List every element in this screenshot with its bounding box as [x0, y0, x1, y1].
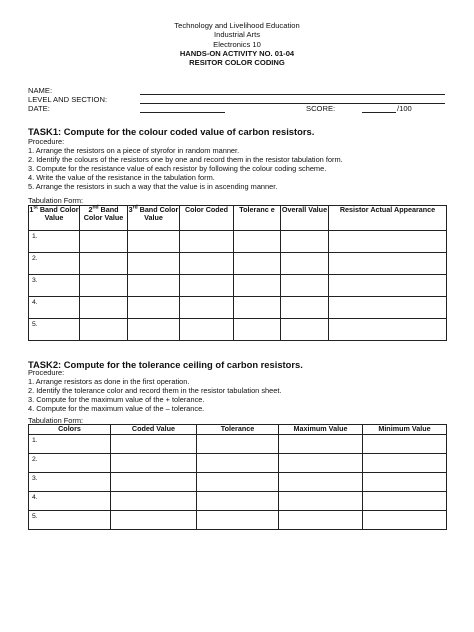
table-cell[interactable]	[279, 511, 363, 530]
table-cell[interactable]	[329, 319, 447, 341]
table-cell[interactable]	[363, 511, 447, 530]
table-cell[interactable]	[180, 297, 234, 319]
table-row	[29, 511, 447, 530]
task2-header-row	[29, 425, 447, 435]
task2-procedure-label: Procedure:	[28, 368, 65, 377]
task1-step: 3. Compute for the resistance value of each resistor by following the colour coding scheme.	[28, 163, 327, 173]
task2-tabulation-table	[28, 424, 447, 530]
table-cell[interactable]	[111, 435, 197, 454]
task1-step: 1. Arrange the resistors on a piece of styrofor in random manner.	[28, 145, 240, 155]
table-cell[interactable]	[197, 435, 279, 454]
table-row	[29, 319, 447, 341]
level-section-label: LEVEL AND SECTION:	[28, 95, 108, 104]
table-cell[interactable]	[180, 275, 234, 297]
column-header: 1st Band Color Value	[29, 206, 80, 231]
table-cell[interactable]	[329, 253, 447, 275]
row-number: 2.	[29, 253, 80, 275]
row-number: 5.	[29, 319, 80, 341]
row-number: 4.	[29, 492, 111, 511]
header-activity-number: HANDS-ON ACTIVITY NO. 01-04	[179, 48, 295, 58]
table-cell[interactable]	[234, 275, 281, 297]
table-cell[interactable]	[111, 473, 197, 492]
table-cell[interactable]	[279, 454, 363, 473]
row-number: 4.	[29, 297, 80, 319]
table-cell[interactable]	[111, 492, 197, 511]
document-header	[0, 21, 474, 67]
table-row	[29, 492, 447, 511]
table-row	[29, 473, 447, 492]
table-cell[interactable]	[281, 275, 329, 297]
task1-step: 5. Arrange the resistors in such a way that the value is in ascending manner.	[28, 181, 278, 191]
task1-step: 4. Write the value of the resistance in the tabulation form.	[28, 172, 215, 182]
date-field-line[interactable]	[140, 112, 225, 113]
table-cell[interactable]	[80, 275, 128, 297]
table-cell[interactable]	[128, 275, 180, 297]
table-cell[interactable]	[234, 253, 281, 275]
table-row	[29, 435, 447, 454]
table-row	[29, 454, 447, 473]
task1-title: TASK1: Compute for the colour coded value of carbon resistors.	[28, 126, 315, 137]
column-header: Overall Value	[281, 206, 329, 231]
column-header: Coded Value	[111, 425, 197, 435]
task1-tabulation-table	[28, 205, 447, 341]
task2-procedure	[28, 369, 281, 414]
task1-table-label: Tabulation Form:	[28, 196, 84, 205]
table-cell[interactable]	[111, 511, 197, 530]
table-cell[interactable]	[180, 319, 234, 341]
column-header: Color Coded	[180, 206, 234, 231]
table-cell[interactable]	[329, 297, 447, 319]
score-field-line[interactable]	[362, 112, 396, 113]
table-cell[interactable]	[234, 231, 281, 253]
table-row	[29, 253, 447, 275]
task2-step: 1. Arrange resistors as done in the first operation.	[28, 376, 190, 386]
table-cell[interactable]	[329, 275, 447, 297]
column-header: 3rd Band Color Value	[128, 206, 180, 231]
column-header: Resistor Actual Appearance	[329, 206, 447, 231]
column-header: Maximum Value	[279, 425, 363, 435]
table-cell[interactable]	[80, 231, 128, 253]
table-cell[interactable]	[281, 319, 329, 341]
table-cell[interactable]	[197, 454, 279, 473]
column-header: Tolerance	[197, 425, 279, 435]
table-cell[interactable]	[363, 492, 447, 511]
table-cell[interactable]	[128, 319, 180, 341]
table-cell[interactable]	[281, 297, 329, 319]
header-activity-title: RESITOR COLOR CODING	[189, 58, 285, 68]
table-cell[interactable]	[197, 511, 279, 530]
table-cell[interactable]	[363, 473, 447, 492]
score-total: /100	[397, 104, 412, 113]
row-number: 2.	[29, 454, 111, 473]
table-cell[interactable]	[281, 253, 329, 275]
row-number: 1.	[29, 231, 80, 253]
task2-table-label: Tabulation Form:	[28, 416, 84, 425]
column-header: Minimum Value	[363, 425, 447, 435]
table-cell[interactable]	[281, 231, 329, 253]
task2-step: 2. Identify the tolerance color and record them in the resistor tabulation sheet.	[28, 385, 282, 395]
task2-step: 3. Compute for the maximum value of the + tolerance.	[28, 394, 205, 404]
table-cell[interactable]	[197, 473, 279, 492]
name-label: NAME:	[28, 86, 53, 95]
table-cell[interactable]	[234, 319, 281, 341]
task1-procedure	[28, 138, 343, 191]
table-cell[interactable]	[80, 297, 128, 319]
table-row	[29, 275, 447, 297]
row-number: 3.	[29, 473, 111, 492]
table-cell[interactable]	[279, 435, 363, 454]
table-row	[29, 231, 447, 253]
table-cell[interactable]	[234, 297, 281, 319]
column-header: Toleranc e	[234, 206, 281, 231]
table-cell[interactable]	[128, 297, 180, 319]
task2-step: 4. Compute for the maximum value of the – tolerance.	[28, 403, 205, 413]
row-number: 5.	[29, 511, 111, 530]
table-row	[29, 297, 447, 319]
task2-title: TASK2: Compute for the tolerance ceiling of carbon resistors.	[28, 359, 303, 370]
table-cell[interactable]	[180, 231, 234, 253]
table-cell[interactable]	[363, 435, 447, 454]
name-field-line[interactable]	[140, 94, 445, 95]
row-number: 3.	[29, 275, 80, 297]
score-label: SCORE:	[306, 104, 336, 113]
table-cell[interactable]	[363, 454, 447, 473]
table-cell[interactable]	[128, 231, 180, 253]
table-cell[interactable]	[111, 454, 197, 473]
table-cell[interactable]	[279, 492, 363, 511]
task1-header-row	[29, 206, 447, 231]
table-cell[interactable]	[128, 253, 180, 275]
header-subject: Technology and Livelihood Education	[174, 21, 300, 30]
table-cell[interactable]	[180, 253, 234, 275]
table-cell[interactable]	[279, 473, 363, 492]
task1-step: 2. Identify the colours of the resistors one by one and record them in the resistor tabulation form.	[28, 154, 343, 164]
header-grade: Electronics 10	[213, 39, 261, 49]
column-header: Colors	[29, 425, 111, 435]
task1-procedure-label: Procedure:	[28, 137, 65, 146]
table-cell[interactable]	[197, 492, 279, 511]
table-cell[interactable]	[329, 231, 447, 253]
table-cell[interactable]	[80, 319, 128, 341]
table-cell[interactable]	[80, 253, 128, 275]
column-header: 2nd Band Color Value	[80, 206, 128, 231]
header-area: Industrial Arts	[213, 30, 260, 40]
row-number: 1.	[29, 435, 111, 454]
date-label: DATE:	[28, 104, 50, 113]
